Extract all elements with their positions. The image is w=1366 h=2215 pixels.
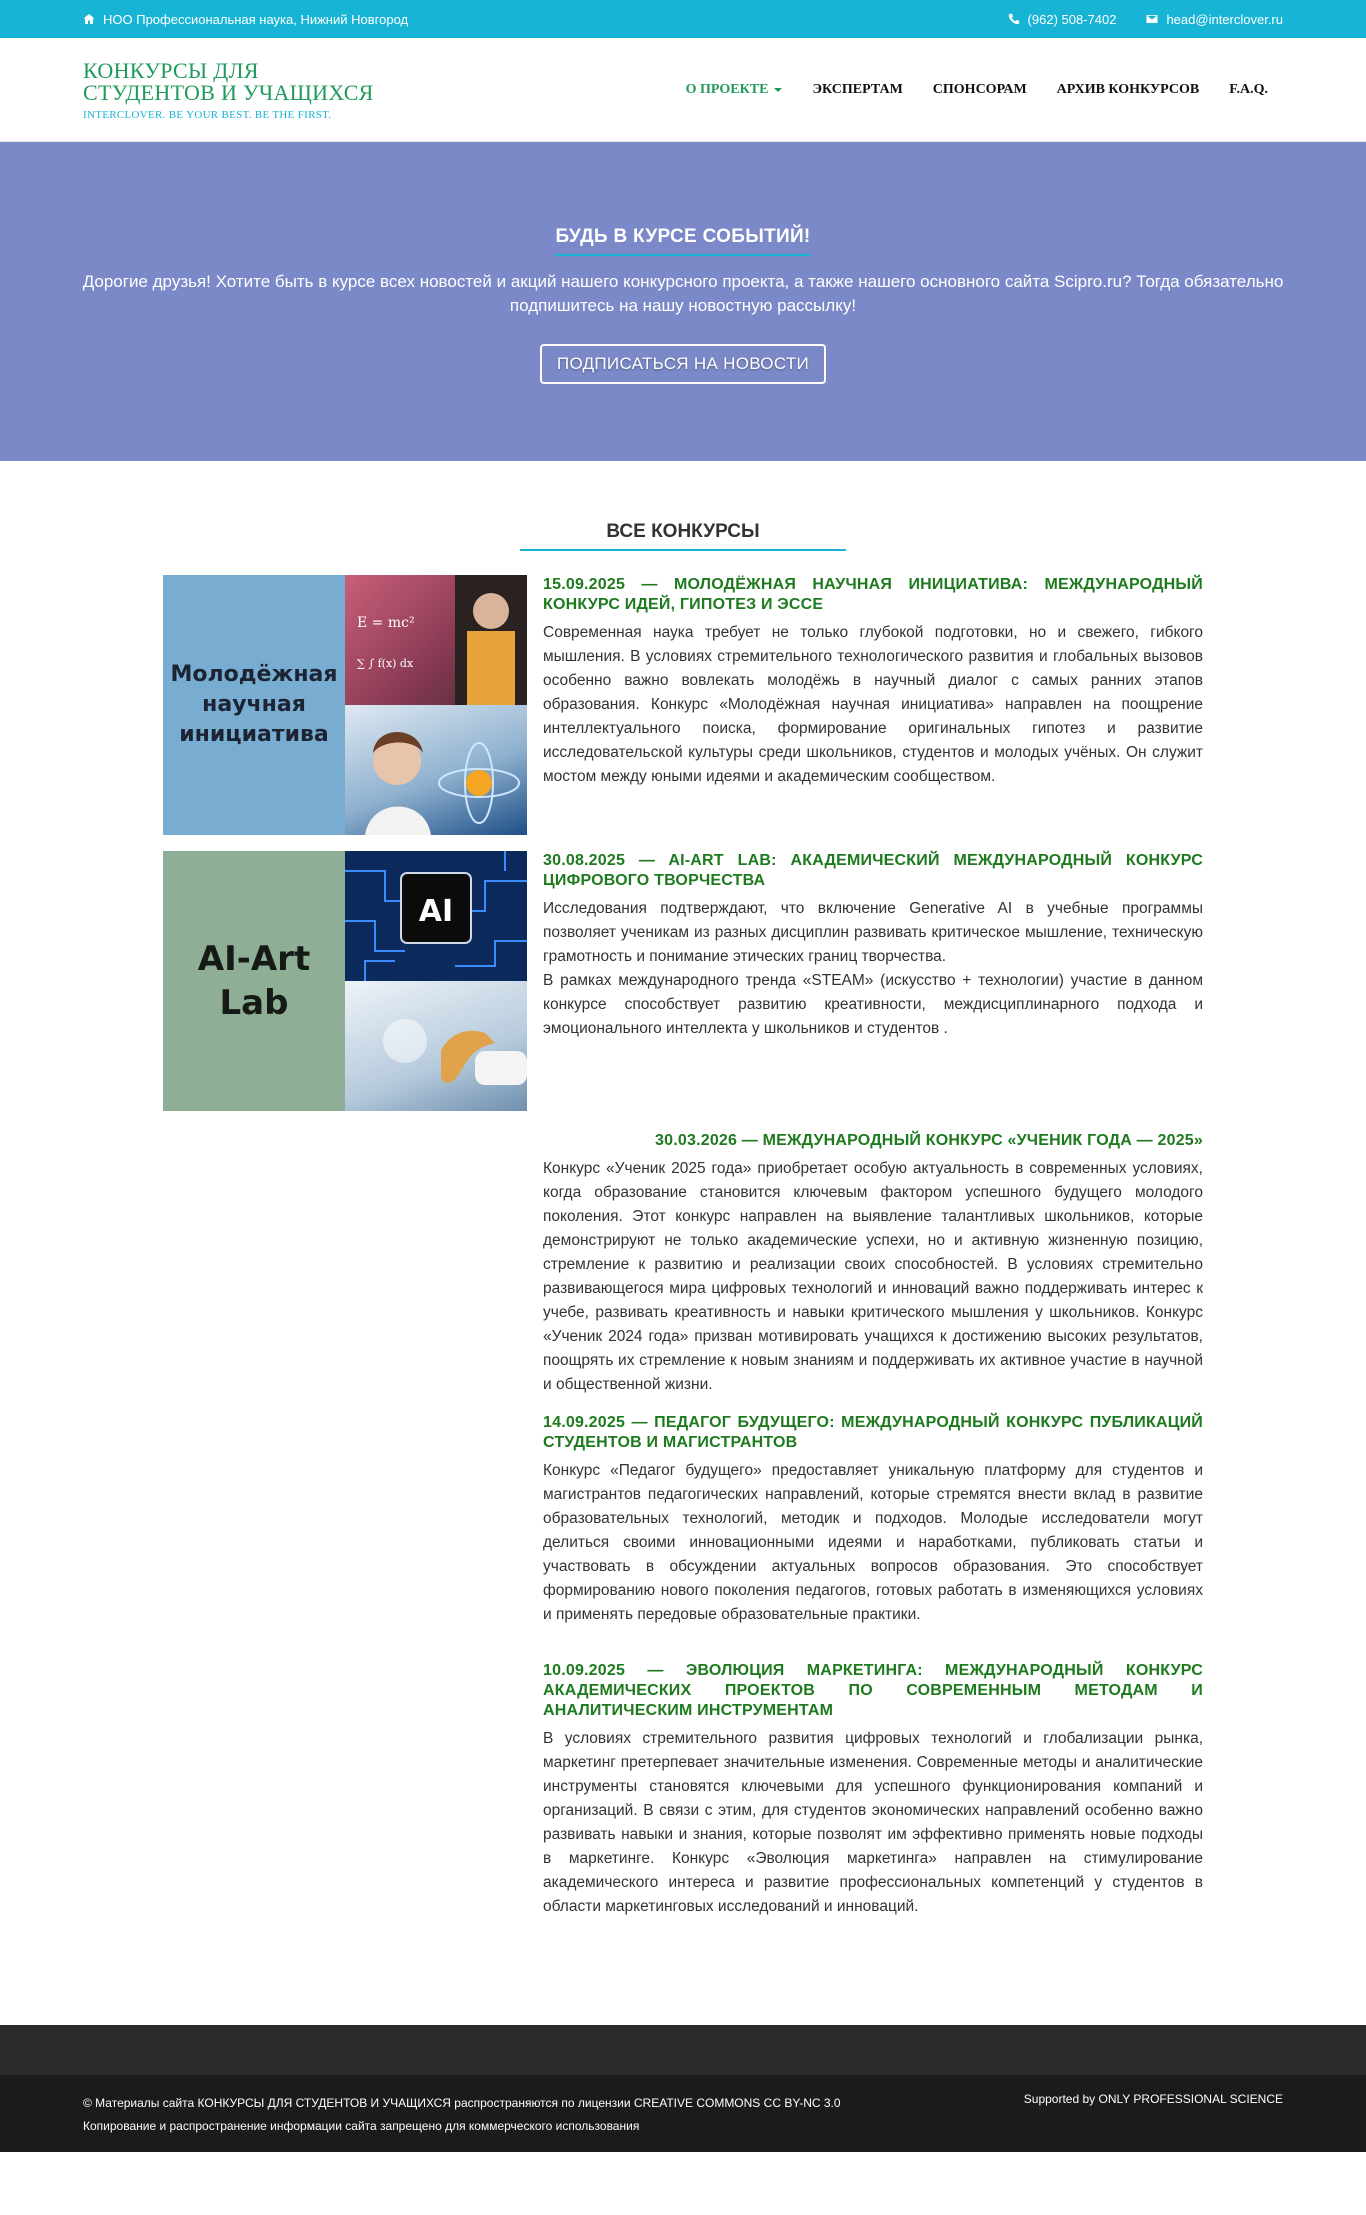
- contest-title[interactable]: 30.03.2026 — МЕЖДУНАРОДНЫЙ КОНКУРС «УЧЕНИК ГОДА — 2025»: [655, 1132, 1203, 1149]
- contest-description: В условиях стремительного развития цифровых технологий и глобализации рынка, маркетинг претерпевает значительные изменения. Современные методы и аналитические инструменты становятся ключевыми для успешного функционирования компаний и организаций. В связи с этим, для студентов экономических направлений особенно важно развивать навыки и знания, которые позволят им эффективно применять новые подходы в маркетинге. Конкурс «Эволюция маркетинга» направлен на стимулирование академического интереса и развитие профессиональных компетенций у студентов в области маркетинговых исследований и инноваций.: [543, 1730, 1203, 1915]
- contest-item: [163, 1661, 1203, 1919]
- atom-photo: [345, 705, 527, 835]
- contest-image-placeholder: [163, 1661, 527, 1662]
- phone-number[interactable]: (962) 508-7402: [1027, 11, 1117, 27]
- circuit-photo: [345, 851, 527, 981]
- science-photo: [345, 575, 527, 705]
- nav-item-label: СПОНСОРАМ: [932, 82, 1027, 97]
- contest-content: [543, 851, 1203, 1111]
- svg-text:∑ ∫ f(x) dx: ∑ ∫ f(x) dx: [357, 657, 414, 670]
- main-nav: [671, 82, 1283, 98]
- contest-title[interactable]: 10.09.2025 — ЭВОЛЮЦИЯ МАРКЕТИНГА: МЕЖДУНАРОДНЫЙ КОНКУРС АКАДЕМИЧЕСКИХ ПРОЕКТОВ ПО СОВРЕМЕННЫМ МЕТОДАМ И АНАЛИТИЧЕСКИМ ИНСТРУМЕНТАМ: [543, 1662, 1203, 1719]
- site-tagline: INTERCLOVER. BE YOUR BEST. BE THE FIRST.: [83, 108, 332, 121]
- footer-top-band: [0, 2025, 1366, 2075]
- contest-item: [163, 851, 1203, 1111]
- site-footer: [0, 2075, 1366, 2152]
- contest-title[interactable]: 15.09.2025 — МОЛОДЁЖНАЯ НАУЧНАЯ ИНИЦИАТИВА: МЕЖДУНАРОДНЫЙ КОНКУРС ИДЕЙ, ГИПОТЕЗ И ЭССЕ: [543, 576, 1203, 613]
- nav-item-about[interactable]: [671, 82, 798, 98]
- contest-image[interactable]: [163, 575, 527, 835]
- contest-title[interactable]: 14.09.2025 — ПЕДАГОГ БУДУЩЕГО: МЕЖДУНАРОДНЫЙ КОНКУРС ПУБЛИКАЦИЙ СТУДЕНТОВ И МАГИСТРАНТОВ: [543, 1414, 1203, 1451]
- subscribe-button[interactable]: ПОДПИСАТЬСЯ НА НОВОСТИ: [540, 344, 826, 384]
- contest-item: [163, 1413, 1203, 1627]
- nav-item-faq[interactable]: [1214, 82, 1283, 98]
- nav-item-label: ЭКСПЕРТАМ: [812, 82, 903, 97]
- contest-content: [543, 1661, 1203, 1919]
- section-title: ВСЕ КОНКУРСЫ: [520, 521, 845, 551]
- nav-item-archive[interactable]: [1042, 82, 1215, 98]
- phone-icon: [1008, 13, 1020, 25]
- banner-text: Дорогие друзья! Хотите быть в курсе всех новостей и акций нашего конкурсного проекта, а также нашего основного сайта Scipro.ru? Тогда обязательно подпишитесь на нашу новостную рассылку!: [82, 272, 1284, 315]
- contest-image-placeholder: [163, 1131, 527, 1132]
- copy-restriction-text: Копирование и распространение информации сайта запрещено для коммерческого использования: [83, 2119, 640, 2133]
- contest-image-placeholder: [163, 1413, 527, 1414]
- robot-hand-photo: [345, 981, 527, 1111]
- contest-item: [163, 575, 1203, 835]
- contest-content: [543, 575, 1203, 835]
- nav-item-sponsors[interactable]: [918, 82, 1042, 98]
- site-header: [0, 38, 1366, 142]
- supported-by-link[interactable]: Supported by ONLY PROFESSIONAL SCIENCE: [1023, 2092, 1283, 2106]
- email-link[interactable]: head@interclover.ru: [1166, 11, 1283, 27]
- home-icon: [83, 13, 95, 25]
- nav-item-label: АРХИВ КОНКУРСОВ: [1056, 82, 1200, 97]
- nav-item-label: О ПРОЕКТЕ: [685, 82, 769, 97]
- newsletter-banner: [0, 142, 1366, 461]
- contest-description: Конкурс «Ученик 2025 года» приобретает особую актуальность в современных условиях, когда образование становится ключевым фактором успешного будущего молодого поколения. Этот конкурс направлен на выявление талантливых школьников, которые демонстрируют не только академические успехи, но и активную жизненную позицию, стремление к развитию и реализации своих способностей. В условиях стремительно развивающегося мира цифровых технологий и инноваций важно поддерживать интерес к учебе, развивать креативность и навыки критического мышления у школьников. Конкурс «Ученик 2024 года» призван мотивировать учащихся к достижению высоких результатов, поощрять их стремление к новым знаниям и поддерживать их активное участие в научной и общественной жизни.: [543, 1160, 1203, 1393]
- contest-image[interactable]: [163, 851, 527, 1111]
- contest-title[interactable]: 30.08.2025 — AI-ART LAB: АКАДЕМИЧЕСКИЙ МЕЖДУНАРОДНЫЙ КОНКУРС ЦИФРОВОГО ТВОРЧЕСТВА: [543, 852, 1203, 889]
- caret-down-icon: [774, 88, 782, 92]
- envelope-icon: [1146, 13, 1158, 25]
- contest-content: [543, 1413, 1203, 1627]
- banner-title: БУДЬ В КУРСЕ СОБЫТИЙ!: [555, 226, 810, 256]
- nav-item-label: F.A.Q.: [1229, 82, 1268, 97]
- site-title-line2: СТУДЕНТОВ И УЧАЩИХСЯ: [83, 79, 374, 105]
- top-bar: [0, 0, 1366, 38]
- contests-section: [0, 461, 1366, 2025]
- contest-item: [163, 1131, 1203, 1397]
- contest-description: Исследования подтверждают, что включение Generative AI в учебные программы позволяет ученикам из разных дисциплин развивать критическое мышление, техническую грамотность и понимание этических границ творчества.: [543, 900, 1203, 965]
- contest-list: [163, 575, 1203, 1919]
- contest-description: В рамках международного тренда «STEAM» (искусство + технологии) участие в данном конкурсе способствует развитию креативности, междисциплинарного подхода и эмоционального интеллекта у школьников и студентов .: [543, 972, 1203, 1037]
- site-logo[interactable]: [83, 57, 374, 121]
- contest-content: [543, 1131, 1203, 1397]
- contest-image-caption: AI-Art Lab: [197, 939, 311, 1023]
- contest-description: Современная наука требует не только глубокой подготовки, но и свежего, гибкого мышления. В условиях стремительного технологического развития и глобальных вызовов особенно важно вовлекать молодёжь в научный диалог с самых ранних этапов образования. Конкурс «Молодёжная научная инициатива» направлен на поощрение интеллектуального поиска, формирование оригинальных гипотез и развитие исследовательской культуры среди школьников, студентов и молодых учёных. Он служит мостом между юными идеями и академическим сообществом.: [543, 624, 1203, 785]
- site-title-line1: КОНКУРСЫ ДЛЯ: [83, 57, 259, 83]
- org-location: НОО Профессиональная наука, Нижний Новгород: [103, 11, 409, 27]
- license-text: © Материалы сайта КОНКУРСЫ ДЛЯ СТУДЕНТОВ И УЧАЩИХСЯ распространяются по лицензии CREATIVE COMMONS CC BY-NC 3.0: [83, 2096, 841, 2110]
- nav-item-experts[interactable]: [797, 82, 917, 98]
- contest-image-caption: Молодёжная научная инициатива: [170, 662, 338, 747]
- ai-chip-label: AI: [418, 894, 454, 929]
- svg-text:E = mc²: E = mc²: [357, 615, 415, 631]
- contest-description: Конкурс «Педагог будущего» предоставляет уникальную платформу для студентов и магистрантов педагогических направлений, которые стремятся внести вклад в развитие образовательных технологий, методик и подходов. Молодые исследователи могут делиться своими инновационными идеями и наработками, публиковать статьи и участвовать в обсуждении актуальных вопросов образования. Это способствует формированию нового поколения педагогов, готовых работать в изменяющихся условиях и применять передовые образовательные практики.: [543, 1462, 1203, 1623]
